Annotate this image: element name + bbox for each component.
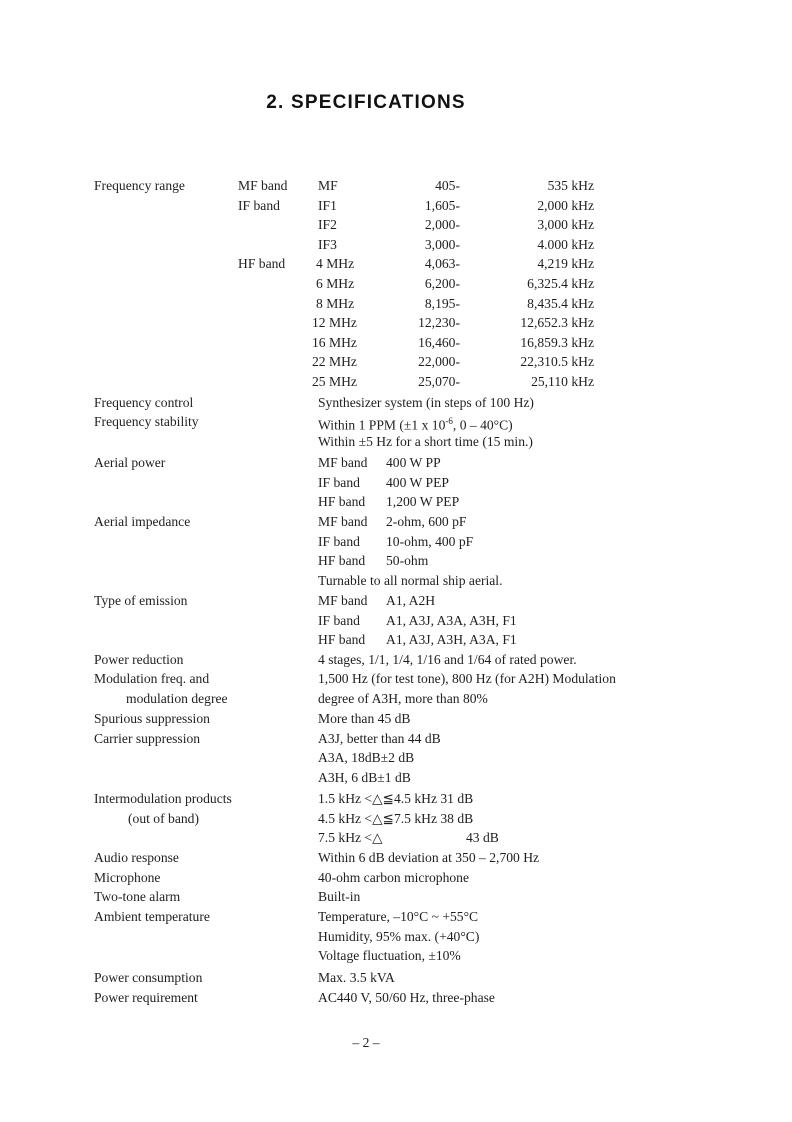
spec-label-power-requirement: Power requirement	[94, 990, 198, 1005]
freq-sub-band: MF	[318, 178, 338, 193]
aerial-power-value: 1,200 W PEP	[386, 494, 460, 510]
page-title: 2. SPECIFICATIONS	[266, 92, 466, 113]
spec-label-spurious: Spurious suppression	[94, 710, 210, 726]
band-label-hf: HF band	[238, 256, 286, 272]
freq-upper-limit: 8,435.4 kHz	[527, 295, 594, 311]
spec-value-frequency-control: Synthesizer system (in steps of 100 Hz)	[318, 394, 534, 410]
intermodulation-value: 1.5 kHz <△≦4.5 kHz 31 dB	[318, 791, 474, 806]
spec-value-aerial-note: Turnable to all normal ship aerial.	[318, 572, 503, 588]
freq-upper-limit: 25,110 kHz	[531, 374, 594, 389]
spec-label-carrier: Carrier suppression	[94, 730, 201, 746]
freq-lower-limit: 2,000-	[424, 217, 460, 233]
freq-upper-limit: 4,219 kHz	[537, 256, 594, 272]
page-number: – 2 –	[352, 1035, 380, 1050]
aerial-power-band: IF band	[318, 474, 360, 490]
freq-upper-limit: 3,000 kHz	[537, 217, 594, 233]
aerial-power-band: HF band	[318, 494, 366, 510]
freq-sub-band: 4 MHz	[316, 256, 355, 272]
carrier-suppression-value: A3H, 6 dB±1 dB	[318, 770, 411, 785]
aerial-impedance-value: 2-ohm, 600 pF	[386, 514, 467, 529]
freq-lower-limit: 25,070-	[418, 374, 460, 389]
freq-lower-limit: 4,063-	[424, 256, 460, 272]
aerial-impedance-value: 50-ohm	[386, 553, 429, 569]
ambient-value: Humidity, 95% max. (+40°C)	[318, 928, 480, 944]
spec-value-power-requirement: AC440 V, 50/60 Hz, three-phase	[318, 990, 495, 1005]
aerial-power-value: 400 W PEP	[386, 474, 449, 490]
spec-label-power-reduction: Power reduction	[94, 651, 184, 667]
spec-value-spurious: More than 45 dB	[318, 710, 411, 726]
freq-upper-limit: 535 kHz	[547, 178, 594, 193]
emission-value: A1, A3J, A3H, A3A, F1	[386, 632, 517, 648]
carrier-suppression-value: A3J, better than 44 dB	[318, 730, 441, 746]
emission-value: A1, A2H	[386, 593, 436, 608]
spec-label-ambient: Ambient temperature	[94, 909, 210, 924]
spec-label-modulation: Modulation freq. and	[94, 671, 210, 687]
freq-lower-limit: 405-	[435, 178, 460, 193]
freq-lower-limit: 12,230-	[418, 315, 460, 331]
freq-lower-limit: 16,460-	[418, 334, 460, 350]
spec-label-alarm: Two-tone alarm	[94, 889, 181, 905]
freq-upper-limit: 2,000 kHz	[537, 197, 594, 213]
spec-label-aerial-power: Aerial power	[94, 455, 166, 470]
spec-label-out-of-band: (out of band)	[128, 810, 199, 826]
spec-value-frequency-stability-short: Within ±5 Hz for a short time (15 min.)	[318, 434, 533, 449]
freq-lower-limit: 3,000-	[424, 236, 460, 252]
freq-lower-limit: 6,200-	[424, 276, 460, 291]
spec-value-audio: Within 6 dB deviation at 350 – 2,700 Hz	[318, 850, 540, 865]
spec-label-frequency-control: Frequency control	[94, 394, 194, 410]
spec-label-frequency-range: Frequency range	[94, 178, 185, 193]
spec-value-intermod-last: 43 dB	[466, 830, 499, 846]
ambient-value: Temperature, –10°C ~ +55°C	[318, 909, 479, 924]
freq-upper-limit: 12,652.3 kHz	[520, 315, 594, 331]
freq-sub-band: 22 MHz	[312, 354, 357, 370]
intermodulation-value: 7.5 kHz <△	[318, 830, 383, 846]
freq-sub-band: 16 MHz	[312, 334, 357, 350]
spec-label-audio: Audio response	[94, 850, 179, 865]
freq-sub-band: 6 MHz	[316, 276, 355, 291]
spec-value-modulation: 1,500 Hz (for test tone), 800 Hz (for A2H) Modulation	[318, 671, 616, 687]
freq-upper-limit: 16,859.3 kHz	[520, 334, 594, 350]
emission-band: IF band	[318, 612, 360, 628]
aerial-power-band: MF band	[318, 455, 368, 470]
emission-band: MF band	[318, 593, 368, 608]
intermodulation-value: 4.5 kHz <△≦7.5 kHz 38 dB	[318, 810, 474, 826]
aerial-impedance-band: MF band	[318, 514, 368, 529]
freq-lower-limit: 8,195-	[424, 295, 460, 311]
aerial-power-value: 400 W PP	[386, 455, 441, 470]
freq-sub-band: IF3	[318, 236, 337, 252]
carrier-suppression-value: A3A, 18dB±2 dB	[318, 750, 415, 766]
spec-label-microphone: Microphone	[94, 869, 161, 885]
aerial-impedance-band: HF band	[318, 553, 366, 569]
spec-value-frequency-stability: Within 1 PPM (±1 x $10^{-6}$, 0 – 40°C)	[318, 416, 513, 433]
ambient-value: Voltage fluctuation, ±10%	[318, 948, 461, 964]
spec-label-intermodulation: Intermodulation products	[94, 791, 232, 806]
emission-band: HF band	[318, 632, 366, 648]
freq-lower-limit: 1,605-	[424, 197, 460, 213]
freq-sub-band: 12 MHz	[312, 315, 357, 331]
spec-value-alarm: Built-in	[318, 889, 361, 905]
freq-sub-band: 25 MHz	[312, 374, 357, 389]
freq-lower-limit: 22,000-	[418, 354, 460, 370]
spec-label-emission: Type of emission	[94, 593, 188, 608]
spec-label-aerial-impedance: Aerial impedance	[94, 514, 191, 529]
spec-value-power-consumption: Max. 3.5 kVA	[318, 970, 395, 985]
freq-upper-limit: 4.000 kHz	[537, 236, 594, 252]
spec-label-frequency-stability: Frequency stability	[94, 414, 199, 430]
spec-label-power-consumption: Power consumption	[94, 970, 203, 985]
aerial-impedance-value: 10-ohm, 400 pF	[386, 533, 474, 549]
spec-label-modulation-degree: modulation degree	[126, 691, 228, 706]
spec-value-microphone: 40-ohm carbon microphone	[318, 869, 469, 885]
band-label-mf: MF band	[238, 178, 288, 193]
freq-sub-band: IF1	[318, 197, 337, 213]
freq-sub-band: 8 MHz	[316, 295, 355, 311]
spec-value-power-reduction: 4 stages, 1/1, 1/4, 1/16 and 1/64 of rated power.	[318, 651, 577, 667]
freq-upper-limit: 22,310.5 kHz	[520, 354, 594, 370]
freq-sub-band: IF2	[318, 217, 337, 233]
spec-value-modulation-degree: degree of A3H, more than 80%	[318, 691, 488, 706]
band-label-if: IF band	[238, 197, 280, 213]
freq-upper-limit: 6,325.4 kHz	[527, 276, 594, 291]
emission-value: A1, A3J, A3A, A3H, F1	[386, 612, 517, 628]
aerial-impedance-band: IF band	[318, 533, 360, 549]
